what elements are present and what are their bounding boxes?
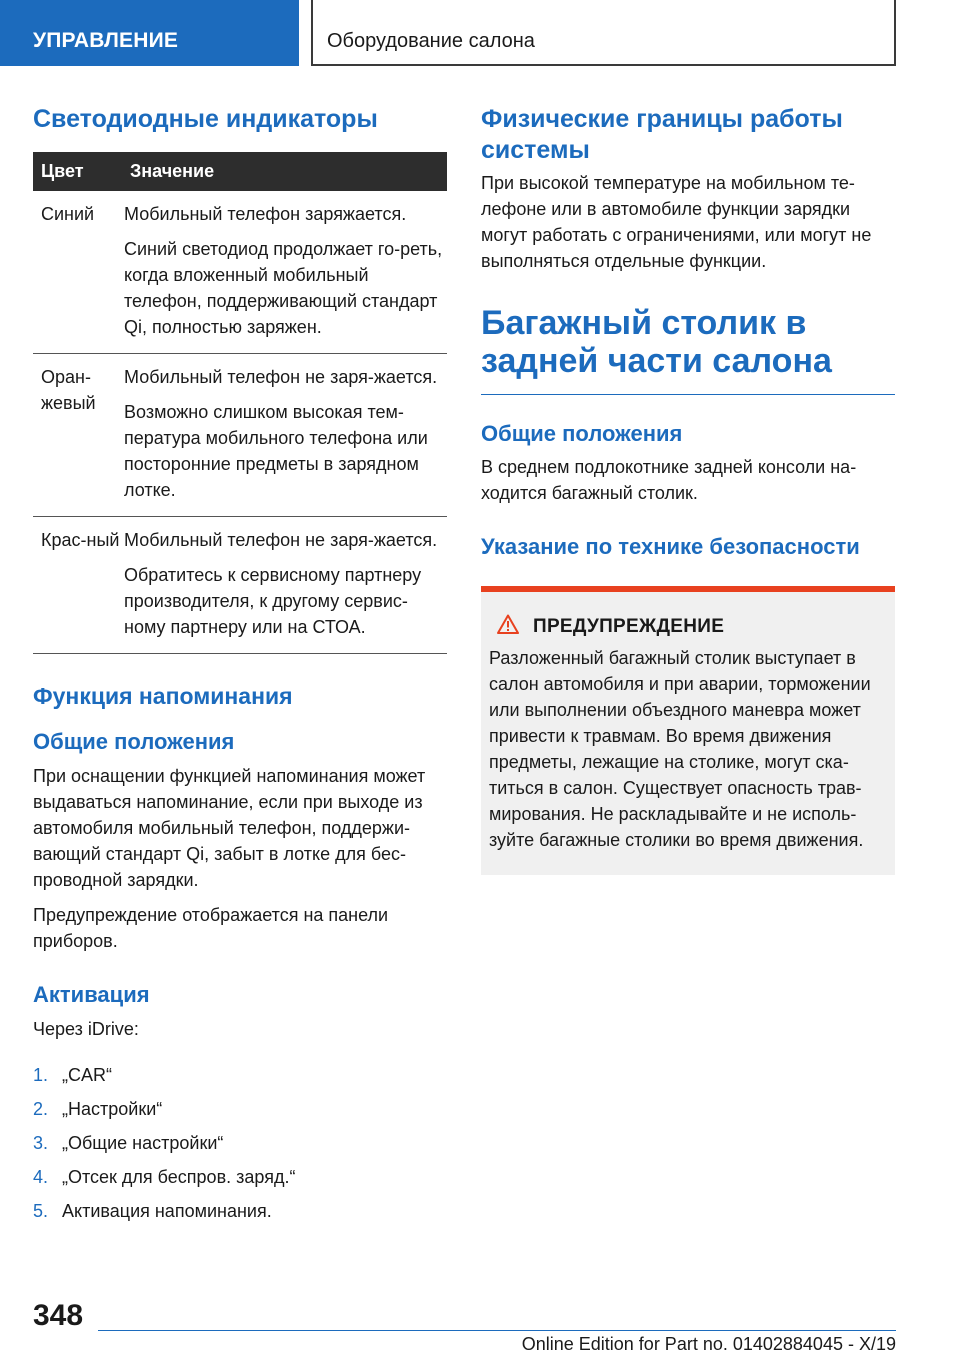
edition-note: Online Edition for Part no. 01402884045 - X/19 [521,1334,896,1354]
footer-divider [98,1330,896,1331]
table-section-heading: Багажный столик в задней части салона [481,304,832,380]
table-general-heading: Общие положения [481,421,683,446]
list-item [33,1130,447,1156]
limits-text: При высокой температуре на мобильном те-лефоне или в автомобиле функции зарядки могут работать с ограничениями, или могут не выполняться отдельные функции. [481,173,872,271]
meaning-detail: Синий светодиод продолжает го-реть, когда вложенный мобильный телефон, поддерживающий стандарт Qi, полностью заряжен. [124,239,443,337]
list-item [33,1198,447,1224]
step-text: Активация напоминания. [62,1201,272,1221]
led-heading: Светодиодные индикаторы [33,105,378,133]
limits-heading: Физические границы работы системы [481,105,843,164]
step-text: „Общие настройки“ [62,1133,224,1153]
meaning-line: Мобильный телефон не заря-жается. [124,367,438,387]
activation-intro: Через iDrive: [33,1019,139,1039]
meaning-line: Мобильный телефон заряжается. [124,204,407,224]
table-row [33,354,447,517]
table-cell-color: Оран-жевый [33,354,122,517]
chapter-label: Оборудование салона [327,30,535,52]
step-text: „Настройки“ [62,1099,163,1119]
left-column [33,104,447,1232]
table-row [33,517,447,654]
step-text: „CAR“ [62,1065,112,1085]
activation-steps [33,1062,447,1224]
reminder-general-text: При оснащении функцией напоминания может выдаваться напоминание, если при выходе из автомобиля мобильный телефон, поддержи-вающий стандарт Qi, забыт в лотке для бес-проводной зарядки. [33,766,426,890]
table-header-meaning: Значение [122,152,447,191]
warning-icon [497,614,519,639]
warning-title [489,614,887,639]
led-table [33,152,447,654]
table-general-text: В среднем подлокотнике задней консоли на-ходится багажный столик. [481,457,857,503]
warning-label: ПРЕДУПРЕЖДЕНИЕ [533,615,725,637]
step-text: „Отсек для беспров. заряд.“ [62,1167,296,1187]
table-header-color: Цвет [33,152,122,191]
table-header-row [33,152,447,191]
meaning-line: Мобильный телефон не заря-жается. [124,530,438,550]
table-cell-meaning [122,354,447,517]
safety-heading: Указание по технике безопасности [481,534,860,559]
warning-text: Разложенный багажный столик выступает в салон автомобиля и при аварии, торможении или выполнении объездного маневра может привести к травмам. Во время движения предметы, лежащие на столике, могут ска-титься в салон. Существует опасность трав-мирования. Не раскладывайте и не исполь-зуйте багажные столики во время движения. [489,648,871,850]
list-item [33,1096,447,1122]
table-cell-color: Синий [33,191,122,354]
heading-divider [481,394,895,395]
step-number: 4. [33,1167,49,1187]
activation-heading: Активация [33,982,150,1007]
step-number: 5. [33,1201,49,1221]
reminder-general-heading: Общие положения [33,729,235,754]
step-number: 2. [33,1099,49,1119]
chapter-tab [311,0,896,66]
table-cell-meaning [122,517,447,654]
list-item [33,1164,447,1190]
right-column [481,104,895,875]
reminder-heading: Функция напоминания [33,683,293,709]
reminder-display-text: Предупреждение отображается на панели приборов. [33,905,389,951]
table-cell-meaning [122,191,447,354]
meaning-detail: Возможно слишком высокая тем-пература мобильного телефона или посторонние предметы в зарядном лотке. [124,402,428,500]
warning-box [481,586,895,875]
table-cell-color: Крас-ный [33,517,122,654]
list-item [33,1062,447,1088]
page-number: 348 [33,1299,84,1332]
meaning-detail: Обратитесь к сервисному партнеру производителя, к другому сервис-ному партнеру или на СТОА. [124,565,422,637]
section-tab [0,0,299,66]
step-number: 1. [33,1065,49,1085]
table-row [33,191,447,354]
section-label: УПРАВЛЕНИЕ [33,29,179,52]
step-number: 3. [33,1133,49,1153]
